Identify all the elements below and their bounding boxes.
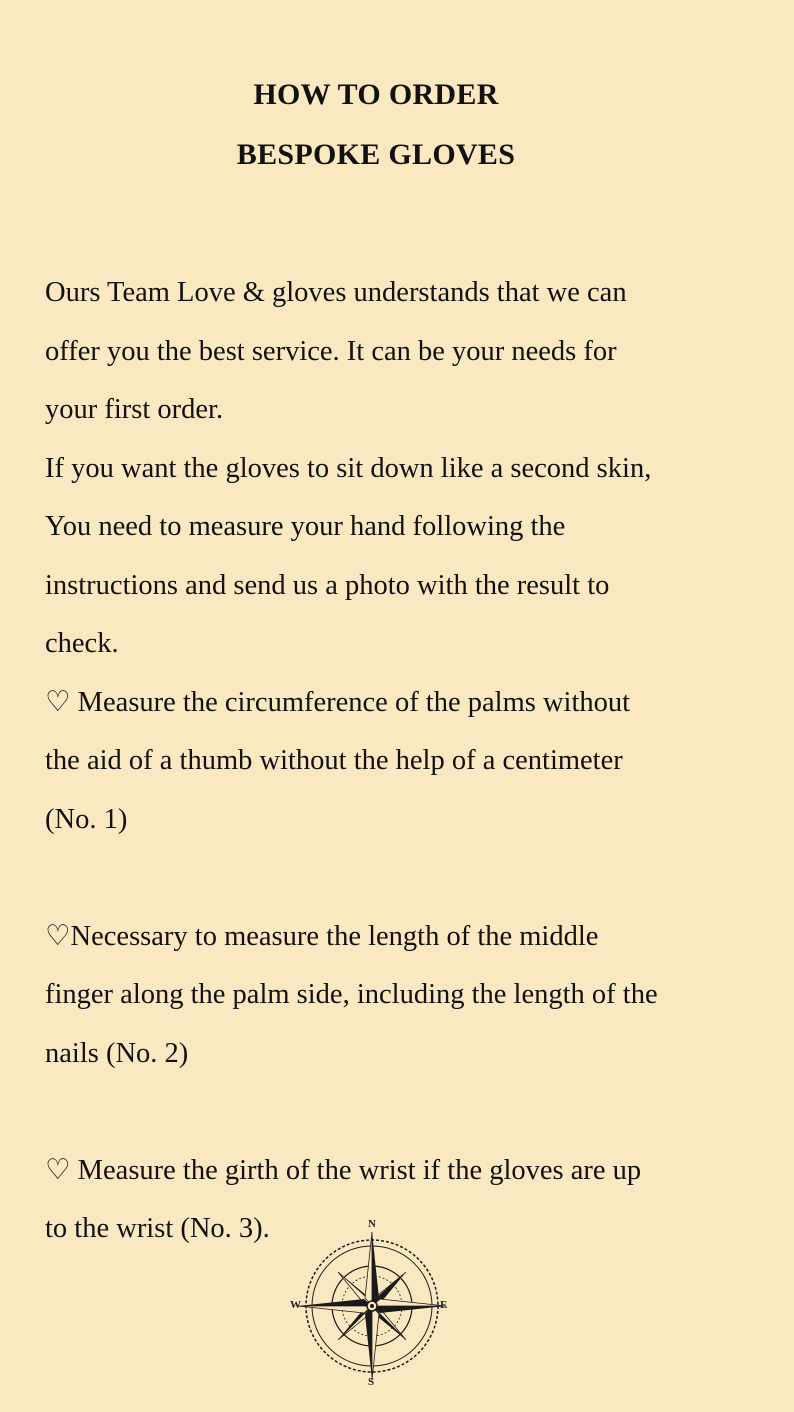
compass-east-label: E bbox=[440, 1299, 448, 1311]
paragraph-gap bbox=[45, 1083, 775, 1142]
text-line: instructions and send us a photo with the result to bbox=[45, 569, 610, 601]
step-2-line: nails (No. 2) bbox=[45, 1037, 189, 1069]
text-line: your first order. bbox=[45, 394, 224, 425]
text-line: You need to measure your hand following the bbox=[45, 511, 566, 542]
compass-north-label: N bbox=[368, 1218, 376, 1230]
title-line-1: HOW TO ORDER bbox=[253, 78, 499, 111]
paragraph-gap bbox=[45, 849, 775, 908]
text-line: offer you the best service. It can be your needs for bbox=[45, 335, 617, 367]
step-1-line: the aid of a thumb without the help of a centimeter bbox=[45, 745, 623, 776]
compass-rose-graphic bbox=[282, 1222, 462, 1392]
text-line: check. bbox=[45, 628, 119, 659]
step-2-line: ♡Necessary to measure the length of the middle bbox=[45, 920, 599, 952]
title-line-2: BESPOKE GLOVES bbox=[236, 138, 516, 171]
step-1-line: ♡ Measure the circumference of the palms without bbox=[45, 686, 631, 718]
step-1-line: (No. 1) bbox=[45, 803, 128, 835]
text-line: Ours Team Love & gloves understands that we can bbox=[45, 277, 627, 308]
compass-west-label: W bbox=[290, 1299, 301, 1311]
step-3-line: ♡ Measure the girth of the wrist if the gloves are up bbox=[45, 1154, 642, 1186]
step-2-line: finger along the palm side, including the length of the bbox=[45, 979, 658, 1010]
instructions-text bbox=[45, 264, 775, 1259]
text-line: If you want the gloves to sit down like a second skin, bbox=[45, 452, 652, 484]
step-3-line: to the wrist (No. 3). bbox=[45, 1213, 270, 1244]
compass-rose-icon bbox=[282, 1218, 462, 1392]
compass-south-label: S bbox=[368, 1376, 375, 1388]
